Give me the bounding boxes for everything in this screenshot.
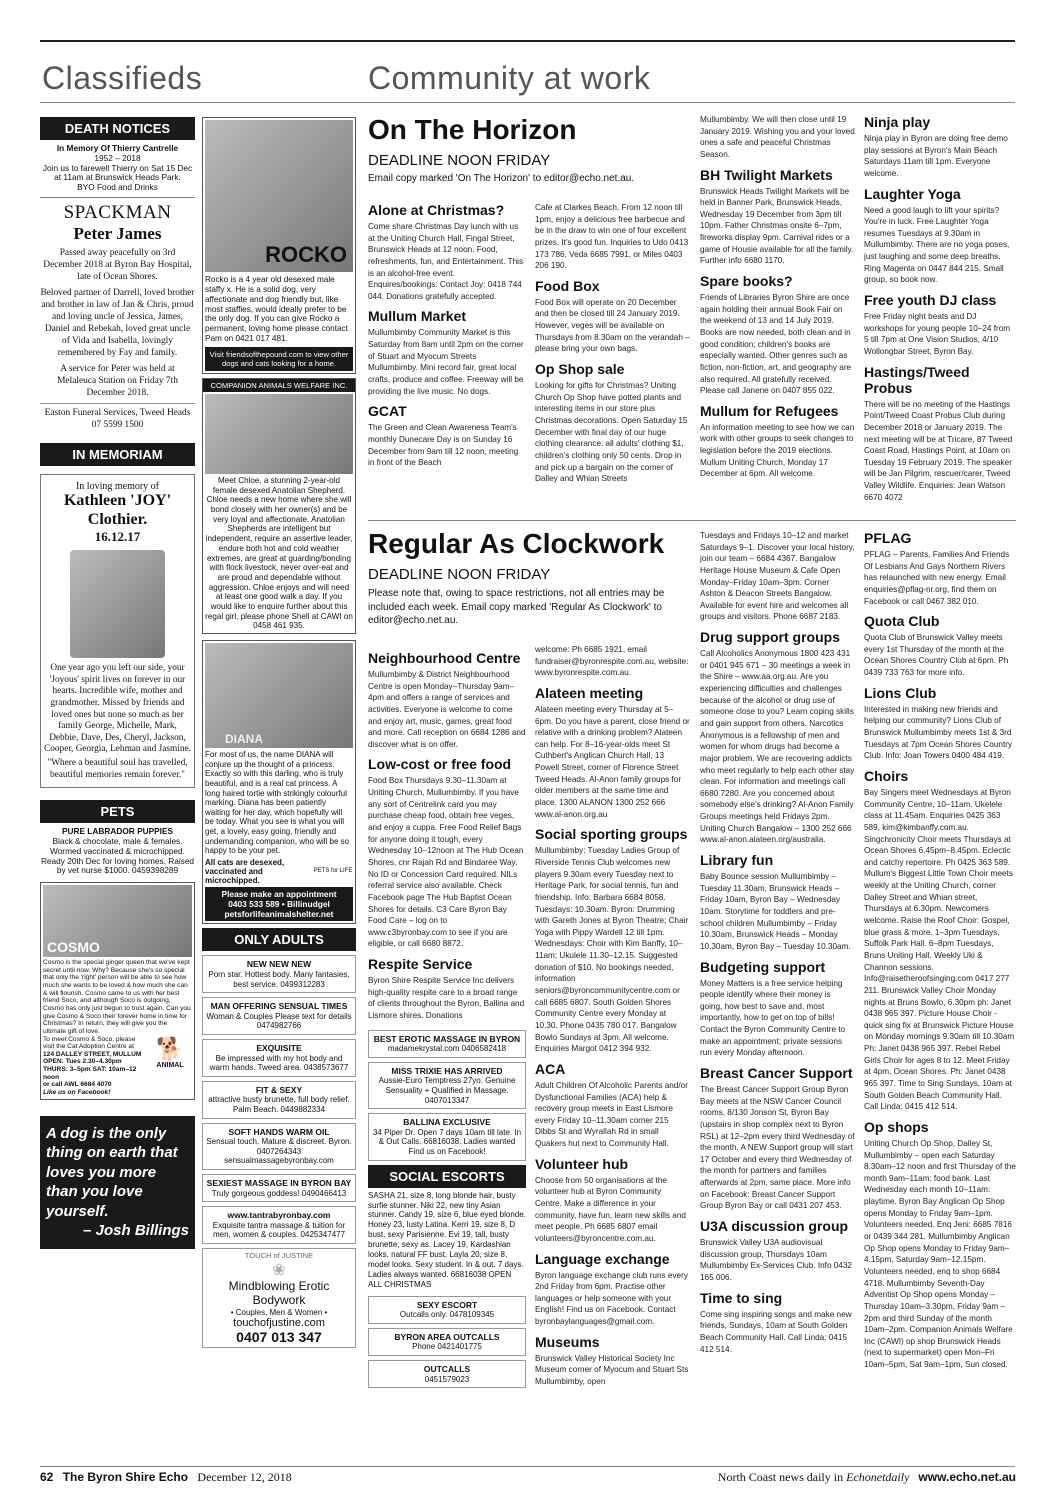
footer-rule (40, 1466, 1015, 1467)
rocko-footer: Visit friendsofthepound.com to view other dogs and cats looking for a home. (205, 347, 353, 371)
ad-heading: BALLINA EXCLUSIVE (403, 1117, 491, 1128)
section-body: Baby Bounce session Mullumbimby – Tuesday 11.30am, Brunswick Heads – Friday 10am, Byron Bay – Wednesday 10am. Storytime for toddlers and pre-school children Mullumbimby – Friday 10.30am, Brunswick Heads – Monday 10.30am, Byron Bay – Tuesday 10.30am. (700, 872, 851, 951)
section-body: Byron language exchange club runs every 2nd Friday from 6pm. Practise other languages or help someone with your English! Find us on Facebook. Contact byronbaylanguages@gmail.com. (535, 1270, 688, 1327)
cosmo-ad (40, 882, 195, 1100)
in-memoriam-title: IN MEMORIAM (40, 443, 195, 466)
justine-top: TOUCH of JUSTINE (244, 1250, 314, 1260)
section-heading: Op Shop sale (535, 361, 625, 378)
section-heading: PFLAG (864, 530, 912, 546)
joy-memoriam (40, 474, 195, 788)
section-body: Need a good laugh to lift your spirits? You're in luck. Free Laughter Yoga resumes Tuesdays at 9.30am in Mullumbimby. There are no yoga poses, just laughing and some deep breaths. Ring Magenta on 0447 844 215. Small group, so book now. (864, 205, 1010, 285)
classified-ad (368, 1113, 526, 1160)
death-notices-title: DEATH NOTICES (40, 117, 195, 140)
section-body: Alateen meeting every Thursday at 5–6pm. Do you have a parent, close friend or relative with a drinking problem? Alateen can help. For 8–16-year-olds meet St Cuthbert's Anglican Church Hall, 13 Powell Street, corner of Florence Street Tweed Heads. Al-Anon family groups for older members at the same time and place. 1300 ALANON 1300 252 666 www.al-anon.org.au (535, 704, 690, 819)
memoriam-intro: In loving memory of (75, 481, 160, 493)
section-body: Brunswick Heads Twilight Markets will be held in Banner Park, Brunswick Heads, Wednesday 19 December from 3pm till 10pm. Father Christmas onsite 6–7pm, fireworks display 9pm. Carnival rides or a game of Housie available for all the family. Further info 6680 1170. (700, 186, 854, 266)
clockwork-col3-lead: Tuesdays and Fridays 10–12 and market Saturdays 9–1. Discover your local history, join our team – 6684 4367. Bangalow Heritage House Museum & Cafe Open Monday–Friday 10am–3pm. Corner Ashton & Deacon Streets Bangalow. Available for event hire and welcomes all groups and visitors. Phone 6687 2183. (700, 531, 855, 622)
cosmo-fb: Like us on Facebook! (43, 1089, 111, 1097)
section-heading: Free youth DJ class (864, 292, 997, 309)
labrador-text: Black & chocolate, male & females. Wormed vaccinated & microchipped. Ready 20th Dec for loving homes. Raised by vet nurse $1000. 0459398289 (40, 836, 195, 876)
diana-contact (205, 887, 353, 921)
section-header-classifieds: Classifieds (42, 60, 203, 96)
awl-logo-text: ANIMAL (156, 1061, 184, 1069)
clockwork-deadline: DEADLINE NOON FRIDAY (368, 566, 551, 583)
section-heading: Respite Service (368, 956, 473, 973)
section-heading: Museums (535, 1333, 600, 1350)
memoriam-date: 16.12.17 (94, 529, 141, 545)
social-ads-list (368, 1296, 526, 1389)
issue-date: December 12, 2018 (197, 1470, 292, 1484)
ad-text: Aussie-Euro Temptress 27yo. Genuine Sensuality + Qualified in Massage. 0407013347 (378, 1076, 516, 1105)
spackman-p2: Beloved partner of Darrell, loved brother and brother in law of Jan & Chris, proud and loving uncle of Jessica, James, Daniel and Rebekah, loved great uncle of Vida and Isabella, lovingly remembered by Fay and family. (40, 288, 195, 359)
spackman-p4: Easton Funeral Services, Tweed Heads 07 5599 1500 (40, 403, 195, 431)
classified-ad (368, 1296, 526, 1324)
rocko-text: Rocko is a 4 year old desexed male staffy x. He is a solid dog, very affectionate and dog friendly but, like most staffies, would ideally prefer to be the only dog. If you can give Rocko a permanent, loving home please contact Pam on 0421 017 481. (205, 275, 348, 344)
section-body: PFLAG – Parents, Families And Friends Of Lesbians And Gays Northern Rivers has relaunched with new energy. Email enquiries@pflag-nr.org, find them on Facebook or call 0467 382 010. (864, 550, 1010, 606)
awl-logo (148, 1036, 192, 1097)
classified-ad (368, 1030, 526, 1058)
cantrelle-line: Join us to farewell Thierry on Sat 15 Dec (42, 162, 193, 173)
social-escorts-title: SOCIAL ESCORTS (368, 1165, 526, 1188)
horizon-col-3 (700, 114, 855, 480)
section-heading: Social sporting groups (535, 826, 688, 843)
classified-ad (368, 1328, 526, 1356)
section-body: Brunswick Valley U3A audiovisual discussion group, Thursdays 10am Mullumbimby Ex-Services Club. Info 0432 165 006. (700, 1238, 852, 1282)
section-heading: Low-cost or free food (368, 756, 512, 773)
section-body: Money Matters is a free service helping people identify where their money is going, how best to save and, most importantly, how to get on top of bills! Contact the Byron Community Centre to make an appointment; private sessions run every Monday afternoon. (700, 978, 846, 1058)
section-body: Looking for gifts for Christmas? Uniting Church Op Shop have potted plants and interesting items in our store plus Christmas decorations. Open Saturday 15 December with final day of our huge clothing clearance: all adults' clothing $1, children's clothing only 50 cents. Drop in and pick up a bargain on the corner of Dalley and Whian Streets (535, 381, 688, 484)
classifieds-col-1 (40, 117, 195, 1249)
ad-heading: OUTCALLS (423, 1364, 471, 1375)
social-escorts-text: SASHA 21, size 8, long blonde hair, busty surfie stunner. Niki 22, new tiny Asian stunner. Candy 19, size 6, blue eyed blonde. Honey 23, lusty Latina. Kerri 19, size 8, D bust, sexy Parisienne. Evi 19, tall, busty brunette, sexy as. Lacey 19, Kardashian looks, natural FF bust. Layla 20, size 8, model looks. Sexy student. In & out. 7 days. Ladies always wanted. 66816038 OPEN ALL CHRISTMAS (368, 1190, 526, 1289)
section-body: Choose from 50 organisations at the volunteer hub at Byron Community Centre. Make a difference in your community, have fun, learn new skills and meet people. Ph 6685 6807 email volunteers@byroncentre.com.au. (535, 1175, 686, 1243)
classified-ad (368, 1360, 526, 1388)
section-body: There will be no meeting of the Hastings Point/Tweed Coast Probus Club during December 2018 or January 2019. The next meeting will be at Tricare, 87 Tweed Coast Road, Hastings Point, at 10am on Tuesday 19 February 2019. The speaker will be Jan Pilgrim, rescuer/carer, Tweed Valley Wildlife. Enquiries: Jean Watson 6670 4072 (864, 399, 1013, 502)
cosmo-photo (43, 885, 192, 957)
ad-heading: SOFT HANDS WARM OIL (228, 1126, 330, 1137)
horizon-col2-lead: Cafe at Clarkes Beach. From 12 noon till 1pm, enjoy a delicious free barbecue and be in the draw to win one of four excellent prizes. It's good fun. Inquiries to Udo 0413 173 786, Veda 6685 7991, or Miles 0403 206 190. (535, 203, 689, 271)
ad-text: Sensual touch. Mature & discreet. Byron. 0407264343 sensualmassagebyronbay.com (206, 1137, 352, 1166)
chloe-ad (202, 378, 356, 634)
section-body: Call Alcoholics Anonymous 1800 423 431 or 0401 945 671 – 30 meetings a week in the Shire – www.aa.org.au. Are you experiencing difficulties and challenges because of the alcohol or drug use of someone close to you? Learn coping skills and gain support from others. Narcotics Anonymous is a fellowship of men and women for whom drugs had become a major problem. We are recovering addicts who meet regularly to help each other stay clean. For information and meetings call 6680 7280. Are you concerned about somebody else's drinking? Al-Anon Family Groups meetings held Fridays 2pm. Uniting Church Bangalow – 1300 252 666 www.al-anon.alateen.org/australia. (700, 649, 855, 845)
cosmo-details (43, 1036, 146, 1097)
section-body: An information meeting to see how we can work with other groups to seek changes to legislation before the 2019 elections. Mullum Uniting Church, Monday 17 December at 6pm. All welcome. (700, 422, 855, 479)
only-adults-title: ONLY ADULTS (202, 928, 356, 951)
dog-icon: 🐕 (156, 1035, 184, 1061)
section-body: Come share Christmas Day lunch with us at the Uniting Church Hall, Fingal Street, Brunswick Heads at 12 noon. Food, refreshments, fun, and Entertainment. This is an alcohol-free event. Enquires/bookings: Contact Joy: 0418 744 044. Donations gratefully accepted. (368, 222, 524, 301)
diana-ad (202, 640, 356, 924)
section-body: Quota Club of Brunswick Valley meets every 1st Thursday of the month at the Ocean Shores Country Club at 6pm. Ph 0439 733 763 for more info. (864, 633, 1009, 678)
section-body: Free Friday night beats and DJ workshops for young people 10–24 from 5 till 7pm at One Vision Studios, 4/10 Wollongbar Street, Byron Bay. (864, 312, 1011, 356)
ad-heading: NEW NEW NEW (246, 959, 312, 970)
section-heading: Hastings/Tweed Probus (864, 363, 970, 396)
chloe-text: Meet Chloe, a stunning 2-year-old female desexed Anatolian Shepherd. Chloe needs a new home where she will bond closely with her owner(s) and be very loyal and affectionate. Anatolian Shepherds are intelligent but independent, require an assertive leader, endure both hot and cold weather extremes, are great at guarding/bonding with flock livestock, never over-eat and are proud and dependable without aggression. Chloe enjoys and will need at least one good walk a day. If you would like to enquire further about this regal girl, please phone Shell at CAWI on 0458 461 935. (205, 475, 353, 631)
lotus-icon: ❀ (272, 1261, 286, 1279)
section-body: Friends of Libraries Byron Shire are once again holding their annual Book Fair on the weekend of 13 and 14 July 2019. Books are now needed, both clean and in good condition; children's books are especially wanted. Other genres such as fiction, non-fiction, art, and geography are also required. All gratefully received. Please call Janene on 0407 855 022. (700, 293, 852, 396)
paper-name: The Byron Shire Echo (62, 1470, 189, 1484)
justine-title: Mindblowing Erotic Bodywork (228, 1278, 330, 1307)
classified-ad (202, 955, 356, 993)
memoriam-text: One year ago you left our side, your 'Joyous' spirit lives on forever in our hearts. Incredible wife, mother and grandmother. Missed by friends and loved ones but none so much as her family George, Michelle, Mark, Debbie, Dave, Des, Cheryl, Jackson, Cooper, Georgia, Lehman and Jasmine. (44, 663, 191, 755)
section-header-community: Community at work (368, 60, 651, 96)
ad-text: 0451579023 (424, 1374, 470, 1384)
cosmo-call: or call AWL 6684 4070 (43, 1081, 112, 1089)
spackman-first: Peter James (73, 223, 162, 243)
classified-ad (368, 1062, 526, 1109)
section-body: Byron Shire Respite Service Inc delivers high-quality respite care to a broad range of clients throughout the Byron, Ballina and Lismore shires. Donations (368, 976, 525, 1021)
section-heading: ACA (535, 1060, 566, 1077)
ad-text: Truly gorgeous goddess! 0490466413 (211, 1188, 347, 1198)
cantrelle-line: 1952 – 2018 (94, 152, 141, 163)
cawi-header: COMPANION ANIMALS WELFARE INC. (203, 379, 355, 392)
section-heading: Ninja play (864, 114, 931, 130)
ad-text: Phone 0421401775 (412, 1342, 482, 1352)
ad-heading: SEXIEST MASSAGE IN BYRON BAY (206, 1177, 352, 1188)
diana-label: DIANA (225, 732, 263, 747)
section-body: The Breast Cancer Support Group Byron Bay meets at the NSW Cancer Council rooms, 8/130 Jonson St, Byron Bay (upstairs in shop complex next to Byron RSL) at 12–2pm every third Wednesday of the month. A NEW Support group will start 17 October and every third Wednesday of the month for partners and families afterwards at 2pm, same place. More info on Facebook: Breast Cancer Support Group Byron Bay or call 0431 207 453. (700, 1084, 855, 1211)
section-heading: Choirs (864, 767, 909, 784)
diana-note: All cats are desexed, vaccinated and microchipped. (205, 857, 285, 886)
footer-right-text: North Coast news daily in (717, 1470, 844, 1484)
section-body: Bay Singers meet Wednesdays at Byron Community Centre, 10–11am. Ukelele class at 11.45am. Enquiries 0425 363 589, kim@kimbanffy.com.au. Singchronicity Choir meets Thursdays at Ocean Shores 6.45pm–8.45pm. Eclectic and catchy repertoire. Ph 0425 363 589. Mullum's Biggest Little Town Choir meets weekly at the Uniting Church, corner Dalley Street and Whian street, Thursdays at 6.30pm. Newcomers welcome. Raise the Roof Choir: Gospel, blue grass & more. 1–3pm Tuesdays, Suffolk Park Hall. 6–8pm Tuesdays, Bruns Uniting Hall. Weekly Uki & Channon sessions. Info@raisetheroofsinging.com 0417 277 211. Brunswick Valley Choir Monday nights at Bruns Bowlo, 6.30pm ph: Janet 0438 965 397. Picture House Choir - quick sing fix at Brunswick Picture House on Monday mornings 9.30am till 10.30am Ph: Janet 0438 965 397. Rebel Rebel Girls Choir for ages 8 to 12. Meet Friday at 4pm, Ocean Shores. Ph: Janet 0438 965 397. Time to Sing Sundays, 10am at South Golden Beach Community Hall. Call Linda: 0415 412 514. (864, 787, 1015, 1112)
section-body: The Green and Clean Awareness Team's monthly Dunecare Day is on Sunday 16 December from 9am till 12 noon, meeting in front of the Beach (368, 423, 519, 468)
echonetdaily-brand: Echonetdaily (846, 1470, 910, 1484)
diana-site: petsforlifeanimalshelter.net (224, 909, 334, 920)
section-heading: Library fun (700, 852, 774, 869)
section-heading: Laughter Yoga (864, 185, 961, 202)
section-heading: Mullum Market (368, 308, 467, 325)
section-body: Ninja play in Byron are doing free demo play sessions at Byron's Main Beach Saturdays 11am till 1pm. Everyone welcome. (864, 134, 1008, 178)
horizon-email: Email copy marked 'On The Horizon' to editor@echo.net.au. (368, 173, 635, 184)
rocko-label: ROCKO (265, 242, 347, 267)
section-heading: Neighbourhood Centre (368, 650, 521, 666)
ad-heading: SEXY ESCORT (416, 1299, 478, 1310)
rocko-ad (202, 117, 356, 374)
section-body: Mullumbimby: Tuesday Ladies Group of Riverside Tennis Club welcomes new players 9.30am every Tuesday next to Heritage Park, for social tennis, fun and friendship. Info: Barbara 6684 8058. Tuesdays: 10.30am. Byron: Drumming with Gareth Jones at Byron Theatre; Chair Yoga with Pippy Wardell 12 till 1pm. Wednesdays: Choir with Kim Banffy, 10–11am; Ukulele 11.30–12.15. Suggested donation of $10. No bookings needed, information seniors@byroncommunitycentre.com or call 6685 6807. South Golden Shores Community Centre every Monday at 10.30. Phone 0435 780 017. Bangalow Bowlo Sundays at 3pm. All welcome. Enquiries Margot 0412 394 932. (535, 846, 689, 1054)
pets-for-life-logo: PETS for LIFE (313, 868, 353, 875)
section-heading: Mullum for Refugees (700, 402, 839, 419)
clockwork-col-3 (700, 530, 855, 1355)
justine-sub: • Couples, Men & Women • (230, 1307, 328, 1317)
justine-site: touchofjustine.com (233, 1316, 325, 1329)
section-heading: Op shops (864, 1118, 929, 1135)
clockwork-title: Regular As Clockwork (368, 528, 665, 559)
classified-ad (202, 1123, 356, 1170)
ad-text: Woman & Couples Please text for details 0474982766 (206, 1011, 352, 1031)
section-heading: BH Twilight Markets (700, 166, 833, 183)
classified-ad (202, 1174, 356, 1202)
clockwork-col-2 (535, 644, 690, 1388)
horizon-col-4 (864, 114, 1016, 503)
horizon-col3-lead: Mullumbimby. We will then close until 19 January 2019. Wishing you and your loved ones a safe and peaceful Christmas Season. (700, 115, 855, 159)
page-number: 62 (40, 1470, 54, 1484)
ad-text: Outcalls only. 0478109345 (399, 1310, 495, 1320)
chloe-photo (205, 394, 353, 474)
cantrelle-line: BYO Food and Drinks (77, 182, 158, 193)
ad-text: attractive busty brunette, full body relief. Palm Beach. 0449882334 (208, 1095, 350, 1115)
diana-text: For most of us, the name DIANA will conjure up the thought of a princess. Exactly so with this darling, who is truly beautiful, and is a real cat princess. A long haired tortie with strikingly colourful marking. Diana has been patiently waiting for her day, which hopefully will be today. What you see is what you will get, a lovely, easy going, friendly and undemanding companion, who will be so happy to be your pet. (205, 750, 350, 856)
joy-photo (70, 550, 165, 658)
section-heading: Alateen meeting (535, 684, 644, 701)
classifieds-col-2 (202, 117, 356, 1348)
ad-text: Be impressed with my hot body and warm hands. Tweed area. 0438573677 (209, 1053, 349, 1073)
header-rule (40, 102, 1015, 103)
ad-text: madamekrystal.com 0406582418 (387, 1044, 507, 1054)
section-heading: Alone at Christmas? (368, 202, 505, 218)
labrador-ad (40, 827, 195, 876)
cosmo-meet: To meet Cosmo & Soco, please visit the Cat Adoption Centre at (43, 1035, 136, 1051)
top-rule (40, 40, 1015, 42)
classified-ad (202, 1206, 356, 1244)
quote-text: A dog is the only thing on earth that loves you more than you love yourself. (46, 1124, 178, 1220)
classified-ad (202, 997, 356, 1035)
section-body: Food Box Thursdays 9.30–11.30am at Uniting Church, Mullumbimby. If you have any sort of Centrelink card you may purchase cheap food, obtain free veges, and enjoy a cuppa. Free Food Relief Bags for anyone doing it tough, every Wednesday 10–12noon at The Hub Ocean Shores, cnr Rajah Rd and Bindaree Way. No ID or Concession Card required. NILs referral service also available. Check Facebook page The Hub Baptist Ocean Shores for details. C3 Care Byron Bay Food Care – log on to www.c3byronbay.com to see if you are eligible, or call 6680 8872. (368, 776, 524, 949)
horizon-deadline: DEADLINE NOON FRIDAY (368, 152, 551, 169)
section-heading: Breast Cancer Support (700, 1064, 853, 1081)
cosmo-hours: OPEN: Tues 2.30–4.30pm THURS: 3–5pm SAT: 10am–12 noon (43, 1058, 137, 1081)
section-heading: U3A discussion group (700, 1218, 849, 1235)
spackman-p1: Passed away peacefully on 3rd December 2018 at Byron Bay Hospital, late of Ocean Shores. (43, 247, 192, 282)
section-body: Brunswick Valley Historical Society Inc Museum corner of Myocum and Stuart Sts Mullumbimby, open (535, 1353, 689, 1387)
section-body: Come sing inspiring songs and make new friends, Sundays, 10am at South Golden Beach Community Hall. Call Linda: 0415 412 514. (700, 1309, 852, 1354)
section-body: Interested in making new friends and helping our community? Lions Club of Brunswick Mullumbimby meets 1st & 3rd Tuesdays at 7pm Ocean Shores Country Club. Info: Joan Towers 0400 484 419. (864, 704, 1013, 761)
clockwork-col2-lead: welcome: Ph 6685 1921, email fundraiser@byronrespite.com.au, website: www.byronrespite.com.au. (535, 645, 689, 678)
echo-website[interactable]: www.echo.net.au (918, 1470, 1016, 1484)
adult-ads-list (202, 955, 356, 1243)
ad-text: Exquisite tantra massage & tuition for men, women & couples. 0425347477 (212, 1220, 346, 1240)
section-body: Food Box will operate on 20 December and then be closed till 24 January 2019. However, veges will be available on Thursdays from 8.30am on the verandah – please bring your own bags. (535, 297, 690, 354)
horizon-col-2 (535, 202, 690, 485)
rocko-photo (205, 120, 353, 272)
cantrelle-line: In Memory Of Thierry Cantrelle (56, 143, 179, 153)
cosmo-addr: 124 DALLEY STREET, MULLUM (43, 1050, 142, 1058)
ad-heading: BYRON AREA OUTCALLS (394, 1331, 500, 1342)
section-body: Mullumbimby & District Neighbourhood Centre is open Monday–Thursday 9am–4pm and offers a range of services and activities. Everyone is welcome to come and enjoy art, music, games, great food and more. Call reception on 6684 1286 and discover what is on offer. (368, 670, 526, 749)
horizon-title: On The Horizon (368, 114, 577, 145)
section-heading: Time to sing (700, 1289, 783, 1306)
regular-as-clockwork (368, 528, 688, 628)
clockwork-note: Please note that, owing to space restrictions, not all entries may be included each week. Email copy marked 'Regular As Clockwork' to editor@echo.net.au. (368, 588, 665, 626)
spackman-notice (40, 202, 195, 431)
cantrelle-line: at 11am at Brunswick Heads Park. (54, 172, 181, 183)
ad-heading: MAN OFFERING SENSUAL TIMES (210, 1001, 348, 1012)
ad-heading: FIT & SEXY (255, 1084, 303, 1095)
diana-appt: Please make an appointment (221, 889, 337, 900)
section-heading: Language exchange (535, 1250, 670, 1267)
mid-ads-list (368, 1030, 526, 1161)
section-body: Adult Children Of Alcoholic Parents and/or Dysfunctional Families (ACA) help & recovery group meets in East Lismore every Friday 10–11.30am corner 215 Dibbs St and Wyrallah Rd in small Quakers hut next to Community Hall. (535, 1080, 688, 1149)
ad-heading: www.tantrabyronbay.com (227, 1210, 331, 1221)
ad-heading: EXQUISITE (256, 1043, 302, 1054)
quote-author: – Josh Billings (83, 1222, 189, 1240)
ad-text: 34 Piper Dr. Open 7 days 10am till late. In & Out Calls. 66816038. Ladies wanted Find us on Facebook! (372, 1127, 522, 1156)
section-body: Uniting Church Op Shop, Dalley St, Mullumbimby – open each Saturday 8.30am–12 noon and first Thursday of the month 9am–11am: food bank. Last Wednesday each month 10–11am: playtime. Byron Bay Anglican Op Shop opens Monday to Friday 9am–1pm. Volunteers needed. Enq Jeni: 6685 7816 or 0439 344 281. Mullumbimby Anglican Op Shop opens Monday to Friday 9am–4.15pm, Saturday 9am–12.15pm. Volunteers needed, enq to shop 6684 4718. Mullumbimby Seventh-Day Adventist Op Shop opens Monday – Thursday 10am–3.30pm, Friday 9am – 2pm and third Sunday of the month 10am–2pm. Companion Animals Welfare Inc (CAWI) op shop Brunswick Heads (next to supermarket) open Mon–Fri 10am–5pm, Sat 9am–1pm, Sun closed. (864, 1138, 1016, 1370)
ad-heading: BEST EROTIC MASSAGE IN BYRON (373, 1033, 521, 1044)
labrador-title: PURE LABRADOR PUPPIES (61, 826, 174, 837)
section-heading: Lions Club (864, 684, 937, 701)
ad-heading: MISS TRIXIE HAS ARRIVED (391, 1065, 503, 1076)
footer-right (718, 1470, 1016, 1485)
section-body: Mullumbimby Community Market is this Saturday from 8am until 2pm on the corner of Stuart and Myocum Streets Mullumbimby. Mini record fair, great local crafts, produce and coffee. Freeway will be providing the live music. No dogs. (368, 328, 524, 396)
clockwork-col-4 (864, 530, 1016, 1371)
section-heading: Quota Club (864, 613, 940, 630)
section-heading: Food Box (535, 277, 600, 294)
classified-ad (202, 1039, 356, 1077)
memoriam-quote: "Where a beautiful soul has travelled, beautiful memories remain forever." (47, 758, 188, 780)
cantrelle-notice (40, 144, 195, 193)
section-heading: Spare books? (700, 273, 793, 290)
section-divider (368, 520, 1016, 521)
section-heading: Volunteer hub (535, 1155, 629, 1172)
section-heading: Drug support groups (700, 629, 840, 646)
section-heading: Budgeting support (700, 958, 826, 975)
justine-phone: 0407 013 347 (236, 1328, 322, 1345)
section-heading: GCAT (368, 403, 407, 420)
cosmo-label: COSMO (47, 939, 100, 956)
diana-photo (205, 643, 353, 748)
pets-title: PETS (40, 800, 195, 823)
spackman-p3: A service for Peter was held at Melaleuca Station on Friday 7th December 2018. (57, 364, 178, 399)
diana-phone: 0403 533 589 • Billinudgel (228, 899, 330, 910)
memoriam-name: Kathleen 'JOY' Clothier. (63, 492, 172, 528)
ad-text: Porn star. Hottest body. Many fantasies, best service. 0499312283 (208, 970, 350, 989)
horizon-col-1 (368, 202, 526, 469)
clockwork-col-1 (368, 644, 526, 1392)
spackman-surname: SPACKMAN (63, 201, 172, 223)
justine-ad (202, 1248, 356, 1348)
quote-box (40, 1116, 195, 1249)
classified-ad (202, 1081, 356, 1119)
cosmo-text: Cosmo is the special ginger queen that we've kept secret until now. Why? Because she's so special that only the 'right' person will be able to see how much she wants to be loved & how much she can & will flourish. Cosmo came to us with her best friend Soco, and although Soco is outgoing, Cosmo has only just begun to trust again. Can you give Cosmo & Soco their forever home in time for Christmas? In return, they will give you the ultimate gift of love. (43, 959, 191, 1035)
footer-left (40, 1470, 292, 1485)
